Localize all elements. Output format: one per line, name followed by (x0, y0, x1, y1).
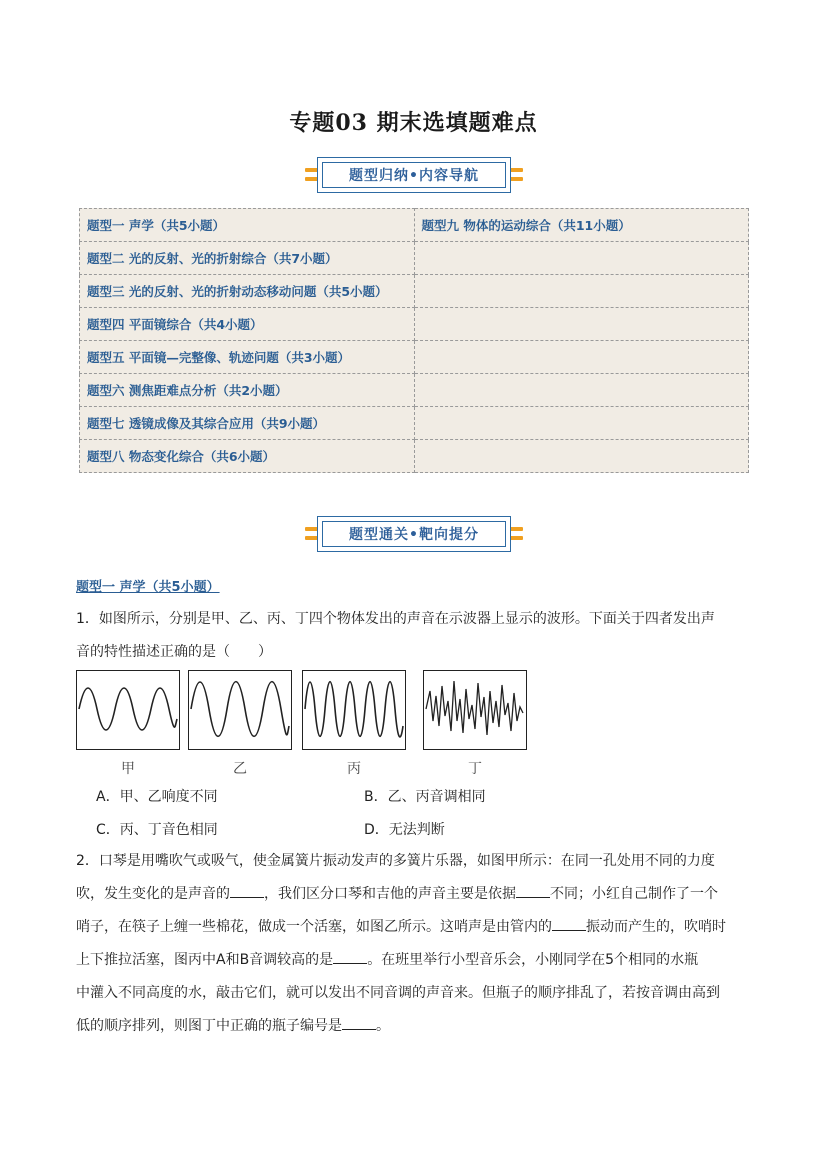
toc-item-empty (414, 341, 749, 374)
question-2-text: ，我们区分口琴和吉他的声音主要是依据 (264, 886, 516, 902)
answer-blank[interactable] (342, 1015, 376, 1030)
toc-item-empty (414, 275, 749, 308)
toc-item[interactable]: 题型五 平面镜—完整像、轨迹问题（共3小题） (80, 341, 415, 374)
banner-right-bar-bottom (509, 177, 523, 181)
question-2-text: 低的顺序排列，则图丁中正确的瓶子编号是 (76, 1018, 342, 1034)
waveform-bing-graphic (303, 671, 404, 748)
question-2-line-1: 2．口琴是用嘴吹气或吸气，使金属簧片振动发声的多簧片乐器，如图甲所示：在同一孔处用不同的力度 (76, 853, 715, 869)
figure-label-ding: 丁 (468, 761, 482, 777)
question-2-text: 吹，发生变化的是声音的 (76, 886, 230, 902)
toc-item-empty (414, 242, 749, 275)
toc-item-empty (414, 440, 749, 473)
toc-item-empty (414, 308, 749, 341)
banner-right-bar-top (509, 527, 523, 531)
toc-item[interactable]: 题型四 平面镜综合（共4小题） (80, 308, 415, 341)
question-2-line-3 (76, 911, 756, 944)
answer-blank[interactable] (230, 883, 264, 898)
answer-blank[interactable] (552, 916, 586, 931)
waveform-yi (188, 670, 292, 750)
waveform-ding (423, 670, 527, 750)
toc-item-empty (414, 407, 749, 440)
toc-item[interactable]: 题型一 声学（共5小题） (80, 209, 415, 242)
answer-blank[interactable] (516, 883, 550, 898)
option-c[interactable]: C．丙、丁音色相同 (96, 822, 218, 838)
page-title: 专题03 期末选填题难点 (289, 110, 538, 136)
question-2-line-6 (76, 1010, 756, 1043)
toc-row (80, 242, 749, 275)
nav-banner-label: 题型归纳•内容导航 (322, 162, 506, 188)
waveform-jia-graphic (77, 671, 178, 748)
question-2-text: 。 (376, 1018, 390, 1034)
waveform-figures (76, 670, 536, 780)
toc-row (80, 440, 749, 473)
toc-item[interactable]: 题型九 物体的运动综合（共11小题） (414, 209, 749, 242)
figure-label-bing: 丙 (347, 761, 361, 777)
question-2-line-5: 中灌入不同高度的水，敲击它们，就可以发出不同音调的声音来。但瓶子的顺序排乱了，若按音调由高到 (76, 985, 720, 1001)
toc-row (80, 374, 749, 407)
practice-banner-label: 题型通关•靶向提分 (322, 521, 506, 547)
question-2-text: 。在班里举行小型音乐会，小刚同学在5个相同的水瓶 (367, 952, 699, 968)
option-b[interactable]: B．乙、丙音调相同 (364, 789, 486, 805)
toc-row (80, 308, 749, 341)
practice-banner (305, 514, 523, 554)
waveform-yi-graphic (189, 671, 290, 748)
question-2-text: 上下推拉活塞，图丙中A和B音调较高的是 (76, 952, 334, 968)
option-d[interactable]: D．无法判断 (364, 822, 445, 838)
toc-item[interactable]: 题型二 光的反射、光的折射综合（共7小题） (80, 242, 415, 275)
toc-row (80, 209, 749, 242)
banner-right-bar-bottom (509, 536, 523, 540)
toc-item[interactable]: 题型三 光的反射、光的折射动态移动问题（共5小题） (80, 275, 415, 308)
question-2-text: 哨子，在筷子上缠一些棉花，做成一个活塞，如图乙所示。这哨声是由管内的 (76, 919, 552, 935)
toc-row (80, 407, 749, 440)
question-2-line-2 (76, 878, 756, 911)
section-heading-link[interactable]: 题型一 声学（共5小题） (76, 580, 220, 595)
answer-blank[interactable] (333, 949, 367, 964)
waveform-bing (302, 670, 406, 750)
toc-row (80, 341, 749, 374)
toc-item[interactable]: 题型七 透镜成像及其综合应用（共9小题） (80, 407, 415, 440)
waveform-jia (76, 670, 180, 750)
option-a[interactable]: A．甲、乙响度不同 (96, 789, 218, 805)
question-1-line-2: 音的特性描述正确的是（ ） (76, 644, 272, 660)
toc-table (79, 208, 749, 473)
question-2-text: 不同；小红自己制作了一个 (550, 886, 718, 902)
toc-item[interactable]: 题型六 测焦距难点分析（共2小题） (80, 374, 415, 407)
question-2-text: 振动而产生的，吹哨时 (586, 919, 726, 935)
figure-label-jia: 甲 (121, 761, 135, 777)
question-2-line-4 (76, 944, 756, 977)
toc-item[interactable]: 题型八 物态变化综合（共6小题） (80, 440, 415, 473)
question-1-line-1: 1．如图所示，分别是甲、乙、丙、丁四个物体发出的声音在示波器上显示的波形。下面关于四者发出声 (76, 611, 715, 627)
nav-banner (305, 155, 523, 195)
banner-right-bar-top (509, 168, 523, 172)
waveform-ding-graphic (424, 671, 525, 748)
toc-item-empty (414, 374, 749, 407)
toc-row (80, 275, 749, 308)
figure-label-yi: 乙 (233, 761, 247, 777)
